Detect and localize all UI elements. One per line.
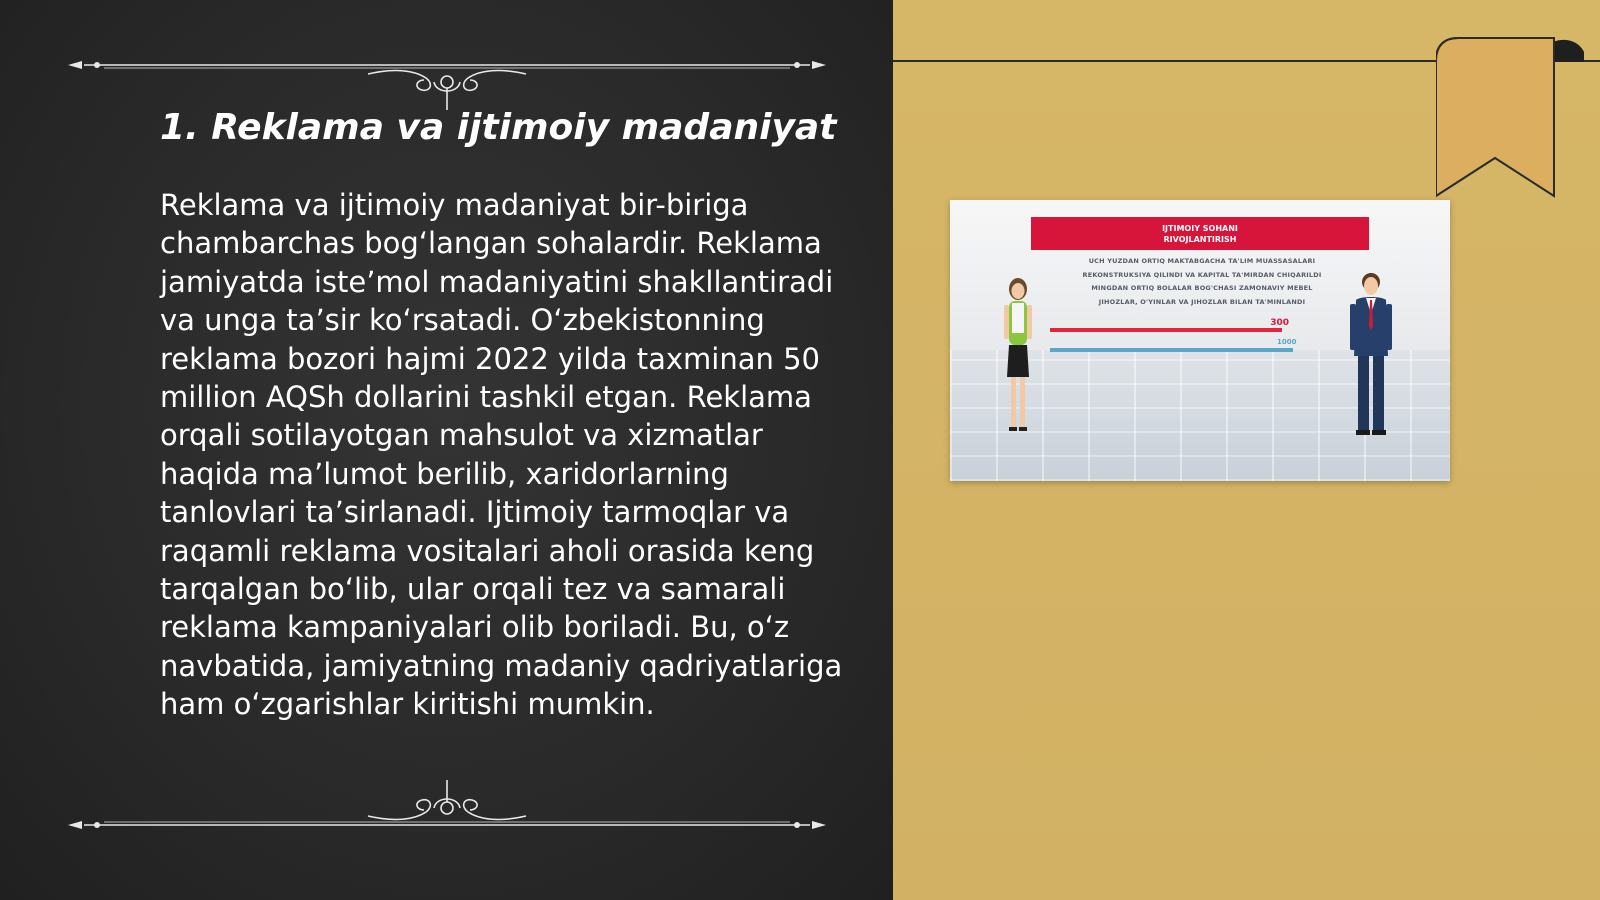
bar-red: [1050, 328, 1282, 332]
woman-figure-icon: [1000, 275, 1036, 435]
infographic-text: [1068, 255, 1336, 309]
bookmark-ribbon-icon: [1436, 36, 1586, 198]
infographic-image: [950, 200, 1450, 481]
slide-body-text: Reklama va ijtimoiy madaniyat bir-biriga chambarchas bog‘langan sohalardir. Reklama jamiyatda iste’mol madaniyatini shakllantiradi va unga ta’sir ko‘rsatadi. O‘zbekistonning reklama bozori hajmi 2022 yilda taxminan 50 million AQSh dollarini tashkil etgan. Reklama orqali sotilayotgan mahsulot va xizmatlar haqida ma’lumot berilib, xaridorlarning tanlovlari ta’sirlanadi. Ijtimoiy tarmoqlar va raqamli reklama vositalari aholi orasida keng tarqalgan bo‘lib, ular orqali tez va samarali reklama kampaniyalari olib boriladi. Bu, o‘z navbatida, jamiyatning madaniy qadriyatlariga ham o‘zgarishlar kiritishi mumkin.: [160, 188, 843, 722]
top-ornament-icon: [64, 52, 830, 112]
infographic-line: JIHOZLAR, O'YINLAR VA JIHOZLAR BILAN TA'MINLANDI: [1098, 297, 1306, 306]
infographic-line: REKONSTRUKSIYA QILINDI VA KAPITAL TA'MIRDAN CHIQARILDI: [1082, 270, 1322, 279]
infographic-line: UCH YUZDAN ORTIQ MAKTABGACHA TA'LIM MUASSASALARI: [1088, 257, 1316, 265]
man-figure-icon: [1350, 270, 1392, 438]
infographic-banner: [1031, 217, 1369, 250]
infographic-line: MINGDAN ORTIQ BOLALAR BOG'CHASI ZAMONAVIY MEBEL: [1091, 284, 1313, 292]
banner-line-2: RIVOJLANTIRISH: [1163, 234, 1237, 244]
bar-blue: [1050, 348, 1293, 352]
bottom-ornament-icon: [64, 770, 830, 830]
bar-red-value: 300: [1270, 318, 1289, 328]
infographic-bars: [1050, 318, 1320, 358]
slide-title: 1. Reklama va ijtimoiy madaniyat: [160, 107, 837, 148]
bar-blue-value: 1000: [1277, 338, 1297, 346]
banner-line-1: IJTIMOIY SOHANI: [1162, 223, 1238, 233]
